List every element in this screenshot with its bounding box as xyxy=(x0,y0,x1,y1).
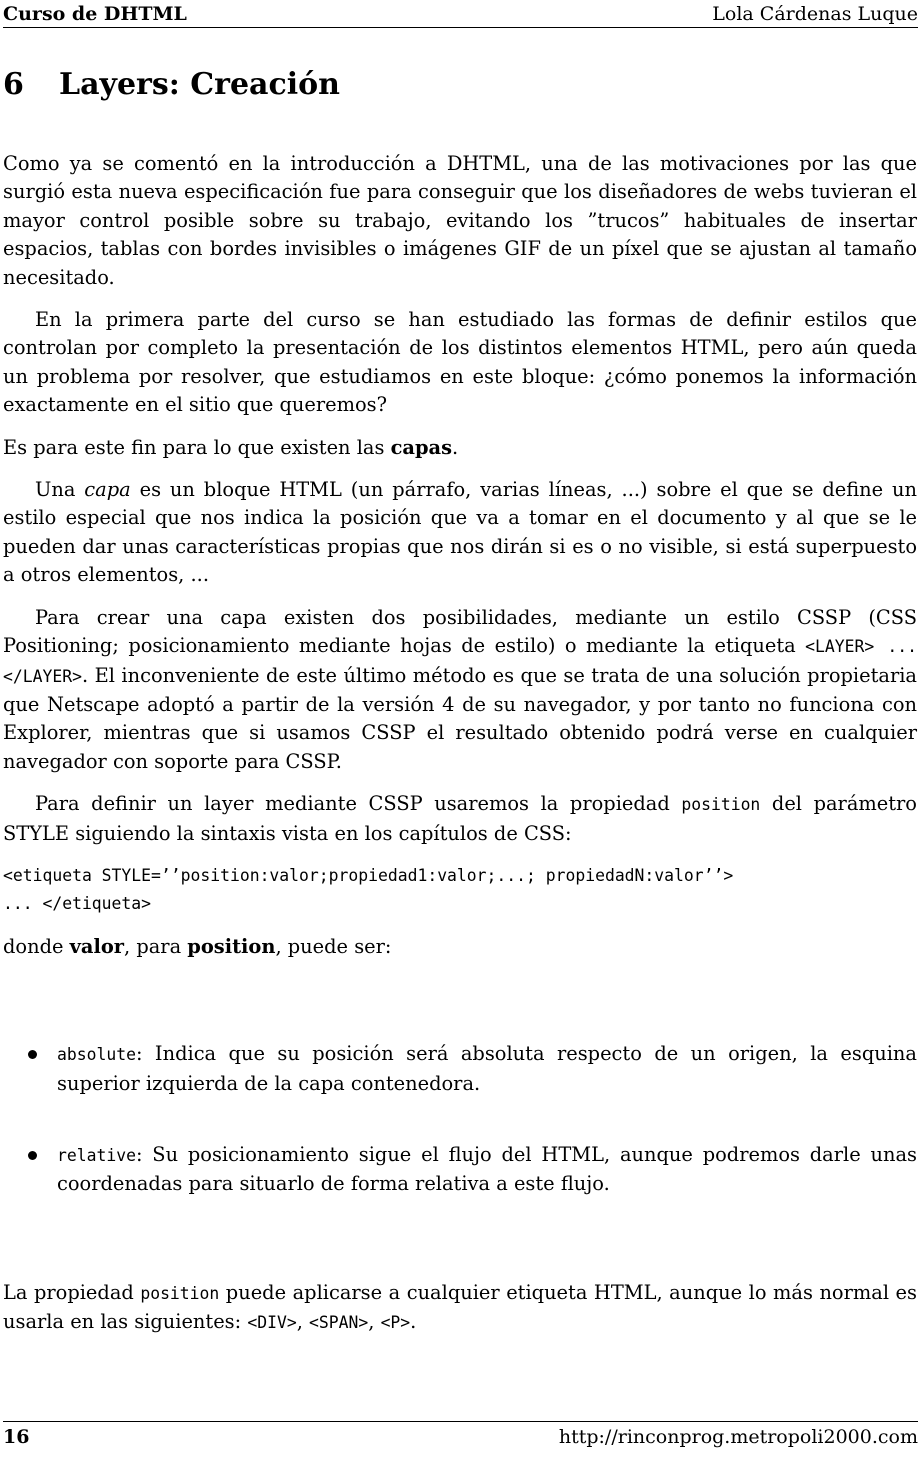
page-body xyxy=(3,150,917,1352)
section-title-text: Layers: Creación xyxy=(59,67,340,102)
code-layer-tag: <LAYER> ... </LAYER> xyxy=(3,637,917,686)
code-p-tag: <P> xyxy=(380,1313,411,1333)
paragraph-usage xyxy=(3,1279,917,1338)
text: es un bloque HTML (un párrafo, varias líneas, ...) sobre el que se define un estilo especial que nos indica la posición que va a tomar en el documento y al que se le pueden dar unas características propias que nos dirán si es o no visible, si está superpuesto a otros elementos, ... xyxy=(3,478,917,587)
header-course-title: Curso de DHTML xyxy=(3,3,187,25)
text: , puede ser: xyxy=(275,934,392,958)
code-example xyxy=(3,862,917,919)
header-author: Lola Cárdenas Luque xyxy=(712,3,918,25)
paragraph-capas xyxy=(3,434,917,462)
text: Para definir un layer mediante CSSP usaremos la propiedad xyxy=(35,792,682,816)
paragraph-values xyxy=(3,933,917,961)
code-position: position xyxy=(681,795,761,815)
text: La propiedad xyxy=(3,1280,141,1304)
text: del parámetro STYLE siguiendo la sintaxis vista en los capítulos de CSS: xyxy=(3,792,917,845)
text: , para xyxy=(124,934,188,958)
paragraph-first-part: En la primera parte del curso se han estudiado las formas de definir estilos que controlan por completo la presentación de los distintos elementos HTML, pero aún queda un problema por resolver, que estudiamos en este bloque: ¿cómo ponemos la información exactamente en el sitio que queremos? xyxy=(3,308,917,417)
code-value: absolute xyxy=(57,1045,136,1065)
paragraph-define-layer xyxy=(3,790,917,848)
page-footer xyxy=(3,1421,918,1452)
text: , xyxy=(296,1310,310,1334)
paragraph-capa-definition xyxy=(3,476,917,590)
list-item xyxy=(3,1141,917,1199)
bold-term: valor xyxy=(69,934,124,958)
list-item-text: : Su posicionamiento sigue el flujo del HTML, aunque podremos darle unas coordenadas para situarlo de forma relativa a este flujo. xyxy=(57,1142,917,1196)
bold-term: capas xyxy=(390,435,453,459)
code-span-tag: <SPAN> xyxy=(309,1313,369,1333)
footer-url: http://rinconprog.metropoli2000.com xyxy=(558,1426,918,1448)
code-value: relative xyxy=(57,1145,136,1165)
bullet-icon xyxy=(28,1050,37,1059)
text: Una xyxy=(35,478,85,502)
code-position: position xyxy=(140,1283,220,1303)
text: Para crear una capa existen dos posibilidades, mediante un estilo CSSP (CSS Positioning; posicionamiento mediante hojas de estilo) o mediante la etiqueta xyxy=(3,605,917,658)
paragraph-intro: Como ya se comentó en la introducción a DHTML, una de las motivaciones por las que surgió esta nueva especificación fue para conseguir que los diseñadores de webs tuvieran el mayor control posible sobre su trabajo, evitando los ”trucos” habituales de insertar espacios, tablas con bordes invisibles o imágenes GIF de un píxel que se ajustan al tamaño necesitado. xyxy=(3,152,917,289)
page-header xyxy=(3,0,918,28)
bullet-icon xyxy=(28,1151,37,1160)
text: Es para este fin para lo que existen las xyxy=(3,435,391,459)
list-item-text: : Indica que su posición será absoluta respecto de un origen, la esquina superior izquierda de la capa contenedora. xyxy=(57,1042,917,1095)
italic-term: capa xyxy=(84,478,131,502)
bold-term: position xyxy=(187,934,276,958)
text: , xyxy=(368,1310,381,1334)
text: donde xyxy=(3,934,70,958)
values-list xyxy=(3,1040,917,1199)
text: puede aplicarse a cualquier etiqueta HTML, aunque lo más normal es usarla en las siguientes: xyxy=(3,1280,917,1334)
code-line: <etiqueta STYLE=’’position:valor;propiedad1:valor;...; propiedadN:valor’’> xyxy=(3,865,734,885)
list-item xyxy=(3,1040,917,1098)
page-number: 16 xyxy=(3,1426,30,1448)
section-title xyxy=(3,66,340,104)
code-div-tag: <DIV> xyxy=(247,1313,297,1333)
text: . xyxy=(452,435,459,459)
text: . El inconveniente de este último método es que se trata de una solución propietaria que Netscape adoptó a partir de la versión 4 de su navegador, y por tanto no funciona con Explorer, mientras que si usamos CSSP el resultado obtenido podrá verse en cualquier navegador con soporte para CSSP. xyxy=(3,663,917,773)
section-number: 6 xyxy=(3,67,24,102)
paragraph-create-layer xyxy=(3,604,917,776)
text: . xyxy=(410,1310,417,1334)
code-line: ... </etiqueta> xyxy=(3,894,152,914)
